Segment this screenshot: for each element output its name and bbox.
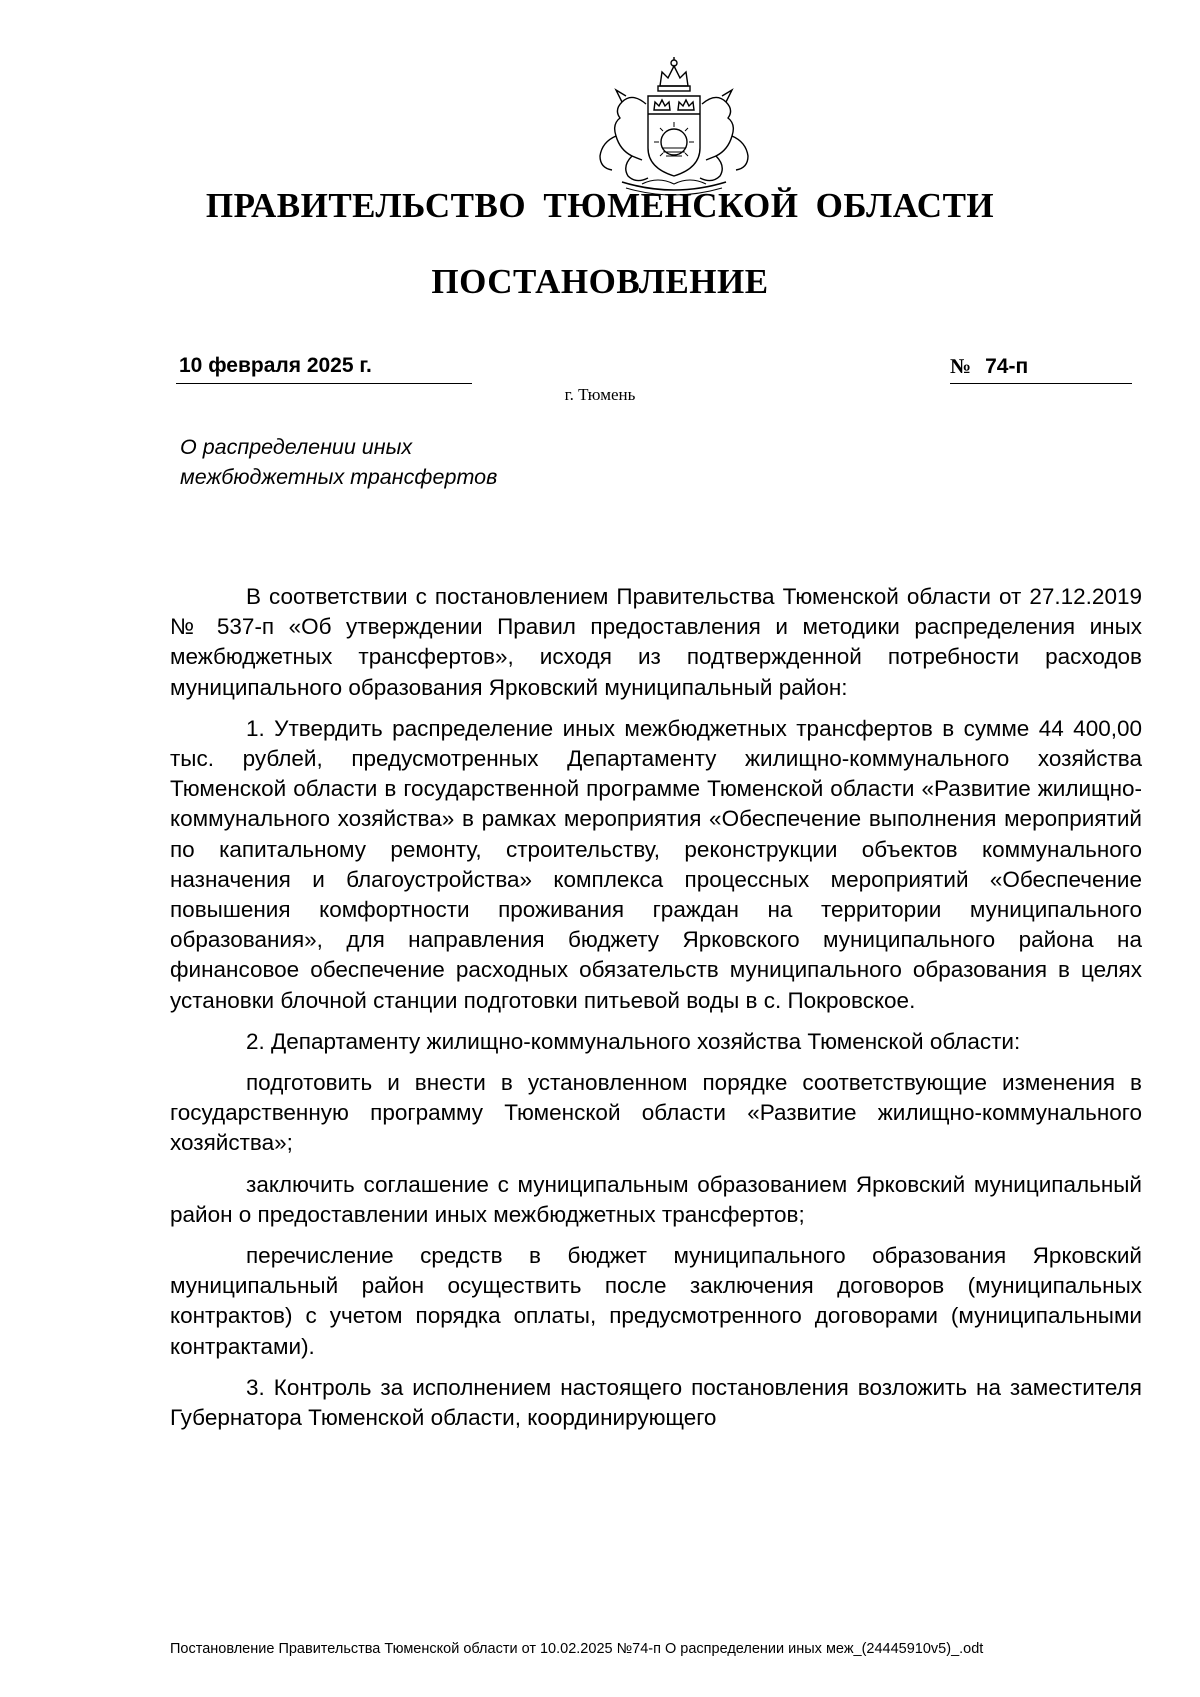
body-paragraph: В соответствии с постановлением Правительства Тюменской области от 27.12.2019 № 537-п «Об утверждении Правил предоставления и методики распределения иных межбюджетных трансфертов», исходя из подтвержденной потребности расходов муниципального образования Ярковский муниципальный район: [170, 584, 1142, 700]
document-body [170, 582, 1142, 1433]
coat-of-arms-emblem [592, 52, 756, 196]
body-paragraph: заключить соглашение с муниципальным образованием Ярковский муниципальный район о предоставлении иных межбюджетных трансфертов; [170, 1171, 1142, 1227]
document-subject [180, 432, 650, 492]
body-paragraph: 2. Департаменту жилищно-коммунального хозяйства Тюменской области: [246, 1028, 1021, 1054]
page-footer: Постановление Правительства Тюменской области от 10.02.2025 №74-п О распределении иных меж_(24445910v5)_.odt [170, 1641, 984, 1657]
subject-line-1: О распределении иных [180, 435, 413, 459]
body-paragraph: 3. Контроль за исполнением настоящего постановления возложить на заместителя Губернатора Тюменской области, координирующего [170, 1374, 1142, 1431]
body-paragraph: 1. Утвердить распределение иных межбюджетных трансфертов в сумме 44 400,00 тыс. рублей, предусмотренных Департаменту жилищно-коммунального хозяйства Тюменской области в государственной программе Тюменской области «Развитие жилищно-коммунального хозяйства» в рамках мероприятия «Обеспечение выполнения мероприятий по капитальному ремонту, строительству, реконструкции объектов коммунального назначения и благоустройства» комплекса процессных мероприятий «Обеспечение повышения комфортности проживания граждан на территории муниципального образования», для направления бюджету Ярковского муниципального района на финансовое обеспечение расходных обязательств муниципального образования в целях установки блочной станции подготовки питьевой воды в с. Покровское. [170, 715, 1142, 1013]
document-number: 74-п [985, 355, 1029, 378]
subject-line-2: межбюджетных трансфертов [180, 465, 498, 489]
body-paragraph: подготовить и внести в установленном порядке соответствующие изменения в государственную программу Тюменской области «Развитие жилищно-коммунального хозяйства»; [170, 1070, 1142, 1156]
document-city: г. Тюмень [564, 385, 636, 404]
organization-title: ПРАВИТЕЛЬСТВО ТЮМЕНСКОЙ ОБЛАСТИ [205, 186, 995, 225]
document-type-title: ПОСТАНОВЛЕНИЕ [431, 262, 769, 301]
body-paragraph: перечисление средств в бюджет муниципального образования Ярковский муниципальный район осуществить после заключения договоров (муниципальных контрактов) с учетом порядка оплаты, предусмотренного договорами (муниципальными контрактами). [170, 1243, 1142, 1359]
document-number-field [950, 351, 1132, 384]
document-date-field [176, 351, 472, 384]
number-sign: № [950, 354, 972, 378]
document-date: 10 февраля 2025 г. [179, 354, 372, 377]
